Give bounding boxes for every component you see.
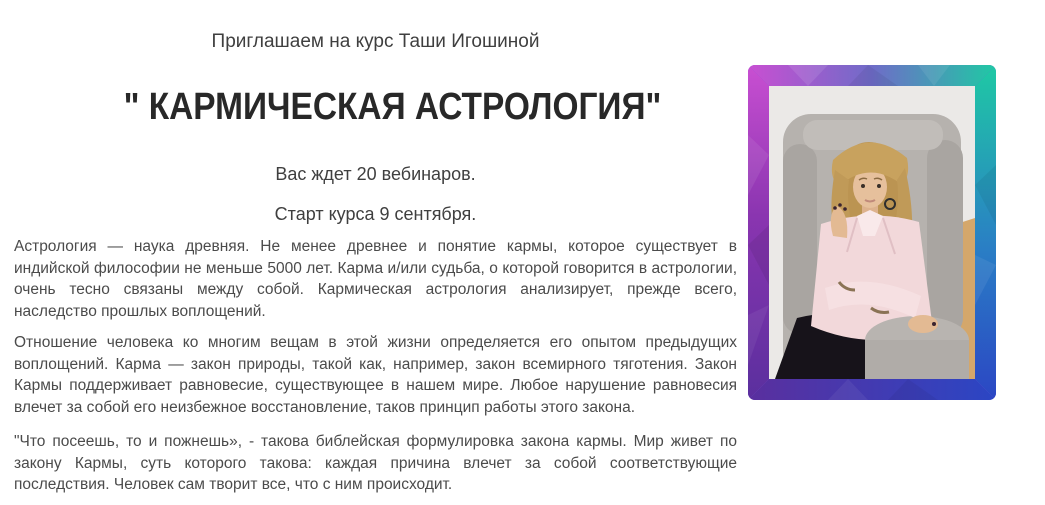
course-start-line: Старт курса 9 сентября. — [274, 204, 477, 224]
course-landing-page — [0, 30, 1045, 505]
paragraph-karma-law: Отношение человека ко многим вещам в этой жизни определяется его опытом предыдущих воплощений. Карма — закон природы, такой как, например, закон всемирного тяготения. Закон Кармы поддерживает равновесие, существующее в нашем мире. Любое нарушение равновесия влечет за собой его неизбежное восстановление, таков принцип работы этого закона. — [14, 334, 737, 416]
course-title: " КАРМИЧЕСКАЯ АСТРОЛОГИЯ" — [123, 86, 662, 128]
instructor-photo-illustration — [769, 86, 975, 379]
webinars-count-line: Вас ждет 20 вебинаров. — [275, 164, 476, 184]
paragraph-bible-quote: "Что посеешь, то и пожнешь», - такова библейская формулировка закона кармы. Мир живет по закону Кармы, суть которого такова: каждая причина влечет за собой соответствующие последствия. Человек сам творит все, что с ним происходит. — [14, 433, 737, 493]
instructor-photo — [769, 86, 975, 379]
course-intro-line: Приглашаем на курс Таши Игошиной — [211, 31, 540, 52]
paragraph-astrology-intro: Астрология — наука древняя. Не менее древнее и понятие кармы, которое существует в индийской философии не меньше 5000 лет. Карма и/или судьба, о которой говорится в астрологии, очень тесно связаны между собой. Кармическая астрология анализирует, прежде всего, наследство прошлых воплощений. — [14, 238, 737, 320]
